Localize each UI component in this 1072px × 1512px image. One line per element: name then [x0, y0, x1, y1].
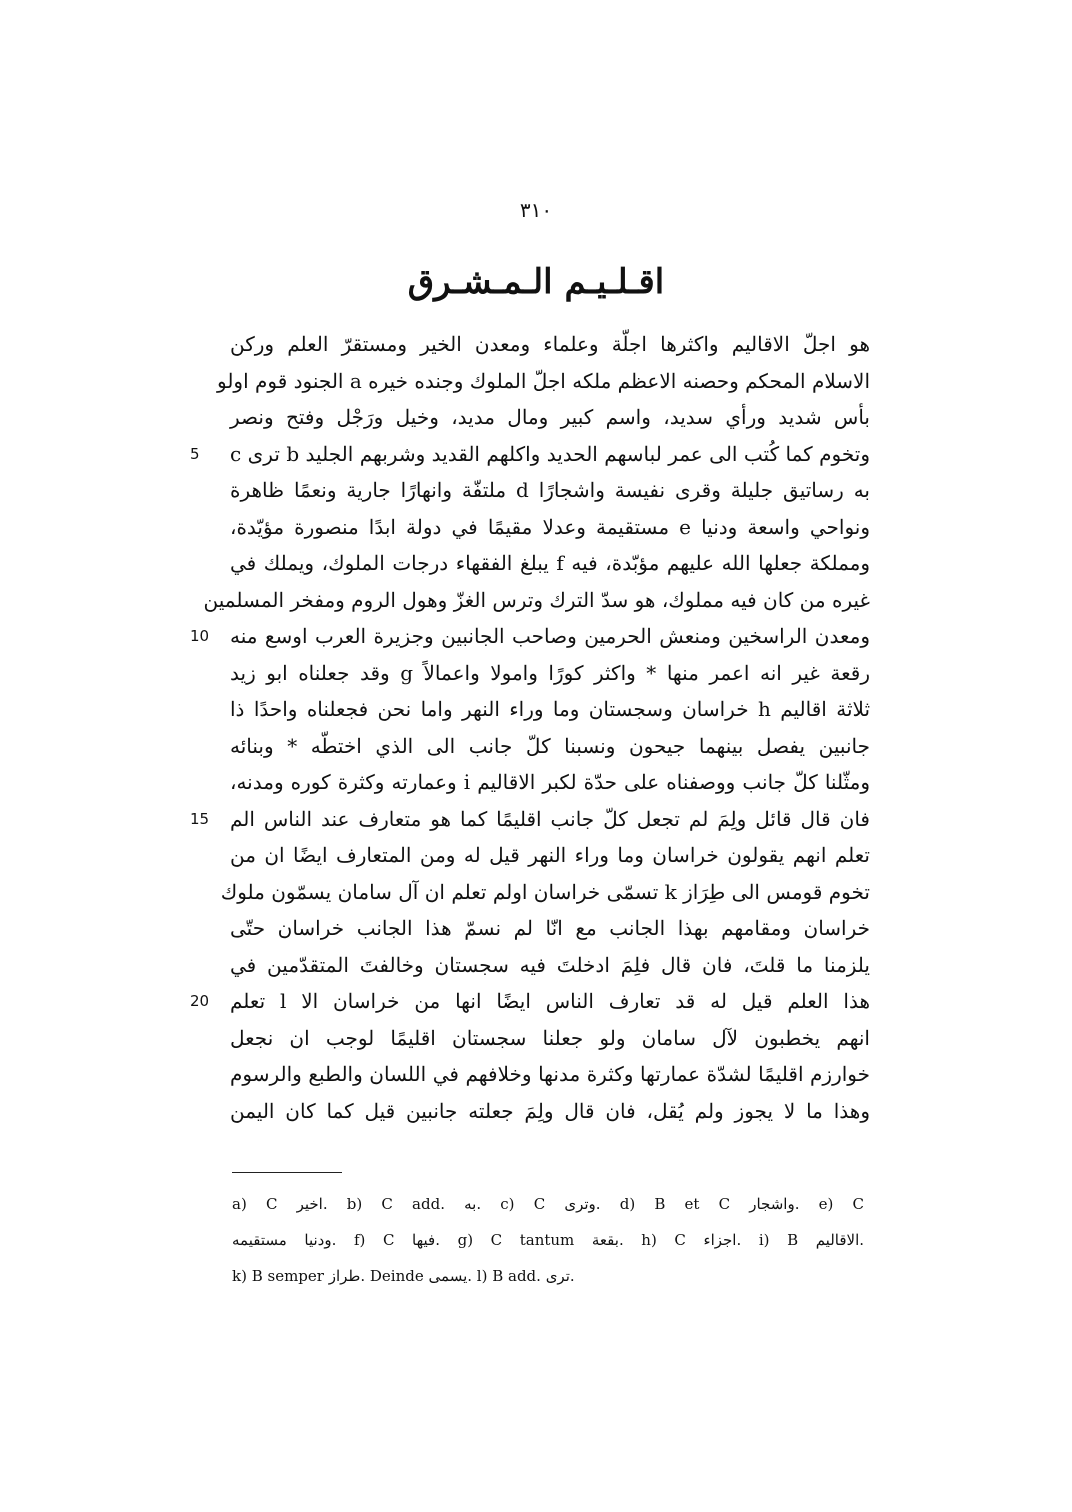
text-line	[230, 947, 870, 984]
line-text: الاسلام المحكم وحصنه الاعظم ملكه اجلّ الملوك وجنده خيره a الجنود قوم اولو	[217, 368, 870, 393]
line-text: بأس شديد ورأي سديد، واسم كبير ومال مديد، وخيل ورَجْل وفتح ونصر	[230, 405, 871, 429]
line-number: 20	[190, 992, 210, 1010]
text-line	[230, 472, 870, 509]
line-text: ثلاثة اقاليم h خراسان وسجستان وما وراء النهر واما نحن فجعلناه واحدًا ذا	[230, 697, 871, 721]
footnotes	[232, 1186, 864, 1294]
line-text: ومثّلنا كلّ جانب ووصفناه على حدّة لكبر الاقاليم i وعمارته وكثرة كوره ومدنه،	[230, 770, 870, 794]
text-line	[190, 436, 870, 473]
text-line	[230, 655, 870, 692]
line-text: يلزمنا ما قلتَ، فان قال فلِمَ ادخلتَ فيه سجستان وخالفتَ المتقدّمين في	[230, 952, 870, 977]
line-number: 5	[190, 444, 200, 463]
text-line	[220, 874, 870, 911]
text-line	[190, 618, 870, 655]
footnote-line: ودنيا مستقيمه. f) C فيها. g) C tantum بقعة. h) C اجزاء. i) B الاقاليم.	[232, 1231, 865, 1249]
text-line	[217, 363, 870, 400]
text-line	[190, 801, 870, 838]
line-text: به رساتيق جليلة وقرى نفيسة واشجارًا d ملتفّة وانهارًا جارية ونعمًا ظاهرة	[230, 478, 870, 502]
line-text: فان قال قائل ولِمَ لم تجعل كلّ جانب اقليمًا كما هو متعارف عند الناس الم	[230, 806, 870, 831]
footnote-divider	[232, 1172, 342, 1173]
line-text: خراسان ومقامهم بهذا الجانب مع انّا لم نسمّ هذا الجانب خراسان حتّى	[230, 916, 870, 940]
line-text: غيره من كان فيه مملوك، هو سدّ الترك وترس الغزّ وهول الروم ومفخر المسلمين	[203, 587, 870, 612]
line-text: وهذا ما لا يجوز ولم يُقل، فان قال ولِمَ جعلته جانبين قيل كما كان اليمن	[230, 1098, 870, 1123]
line-number: 10	[190, 627, 210, 645]
text-line	[190, 983, 870, 1020]
line-text: تخوم قومس الى طِرَاز k تسمّى خراسان اولم تعلم ان آل سامان يسمّون ملوك	[220, 879, 870, 904]
line-text: ومعدن الراسخين ومنعش الحرمين وصاحب الجانبين وجزيرة العرب اوسع منه	[230, 624, 870, 648]
line-number: 15	[190, 809, 210, 828]
text-line	[230, 837, 870, 874]
text-line	[230, 764, 870, 801]
line-text: هو اجلّ الاقاليم واكثرها اجلّة وعلماء ومعدن الخير ومستقرّ العلم وركن	[230, 332, 870, 356]
page-number: ٣١٠	[519, 198, 553, 222]
footnote-line: k) B semper طراز. Deinde يسمى. l) B add. ترى.	[232, 1267, 575, 1285]
line-text: ونواحي واسعة ودنيا e مستقيمة وعدلا مقيمًا في دولة ابدًا منصورة مؤيّدة،	[230, 514, 870, 539]
line-text: ومملكة جعلها الله عليهم مؤبّدة، فيه f يبلغ الفقهاء درجات الملوك، ويملك في	[230, 551, 871, 575]
line-text: هذا العلم قيل له قد تعارف الناس ايضًا انها من خراسان الا l تعلم	[230, 989, 870, 1013]
text-line	[230, 545, 870, 582]
text-line	[230, 1056, 870, 1093]
text-line	[230, 399, 870, 436]
line-text: وتخوم كما كُتب الى عمر لباسهم الحديد واكلهم القديد وشربهم الجليد b ترى c	[230, 441, 870, 466]
text-line	[203, 582, 870, 619]
line-text: جانبين يفصل بينهما جيحون ونسبنا كلّ جانب الى الذي اختطّه * وبنائه	[230, 733, 870, 758]
text-line	[230, 509, 870, 546]
body-text	[190, 326, 871, 1129]
text-line	[230, 728, 870, 765]
text-line	[230, 691, 870, 728]
text-line	[230, 1093, 870, 1130]
text-line	[230, 1020, 870, 1057]
text-line	[230, 910, 870, 947]
text-line	[230, 326, 870, 363]
line-text: تعلم انهم يقولون خراسان وما وراء النهر قيل له ومن المتعارف ايضًا ان من	[230, 843, 870, 867]
footnote-line: a) C اخير. b) C add. به. c) C وترى. d) B et C واشجار. e) C	[232, 1195, 865, 1213]
line-text: انهم يخطبون لآل سامان ولو جعلنا سجستان اقليمًا لوجب ان نجعل	[230, 1025, 870, 1050]
line-text: خوارزم اقليمًا لشدّة عمارتها وكثرة مدنها وخلافهم في اللسان والطبع والرسوم	[230, 1062, 870, 1086]
line-text: رقعة غير انه اعمر منها * واكثر كورًا وامولا واعمالاً g وقد جعلناه ابو زيد	[230, 660, 870, 685]
chapter-title: اقـلـيـم الـمـشـرق	[407, 262, 665, 302]
